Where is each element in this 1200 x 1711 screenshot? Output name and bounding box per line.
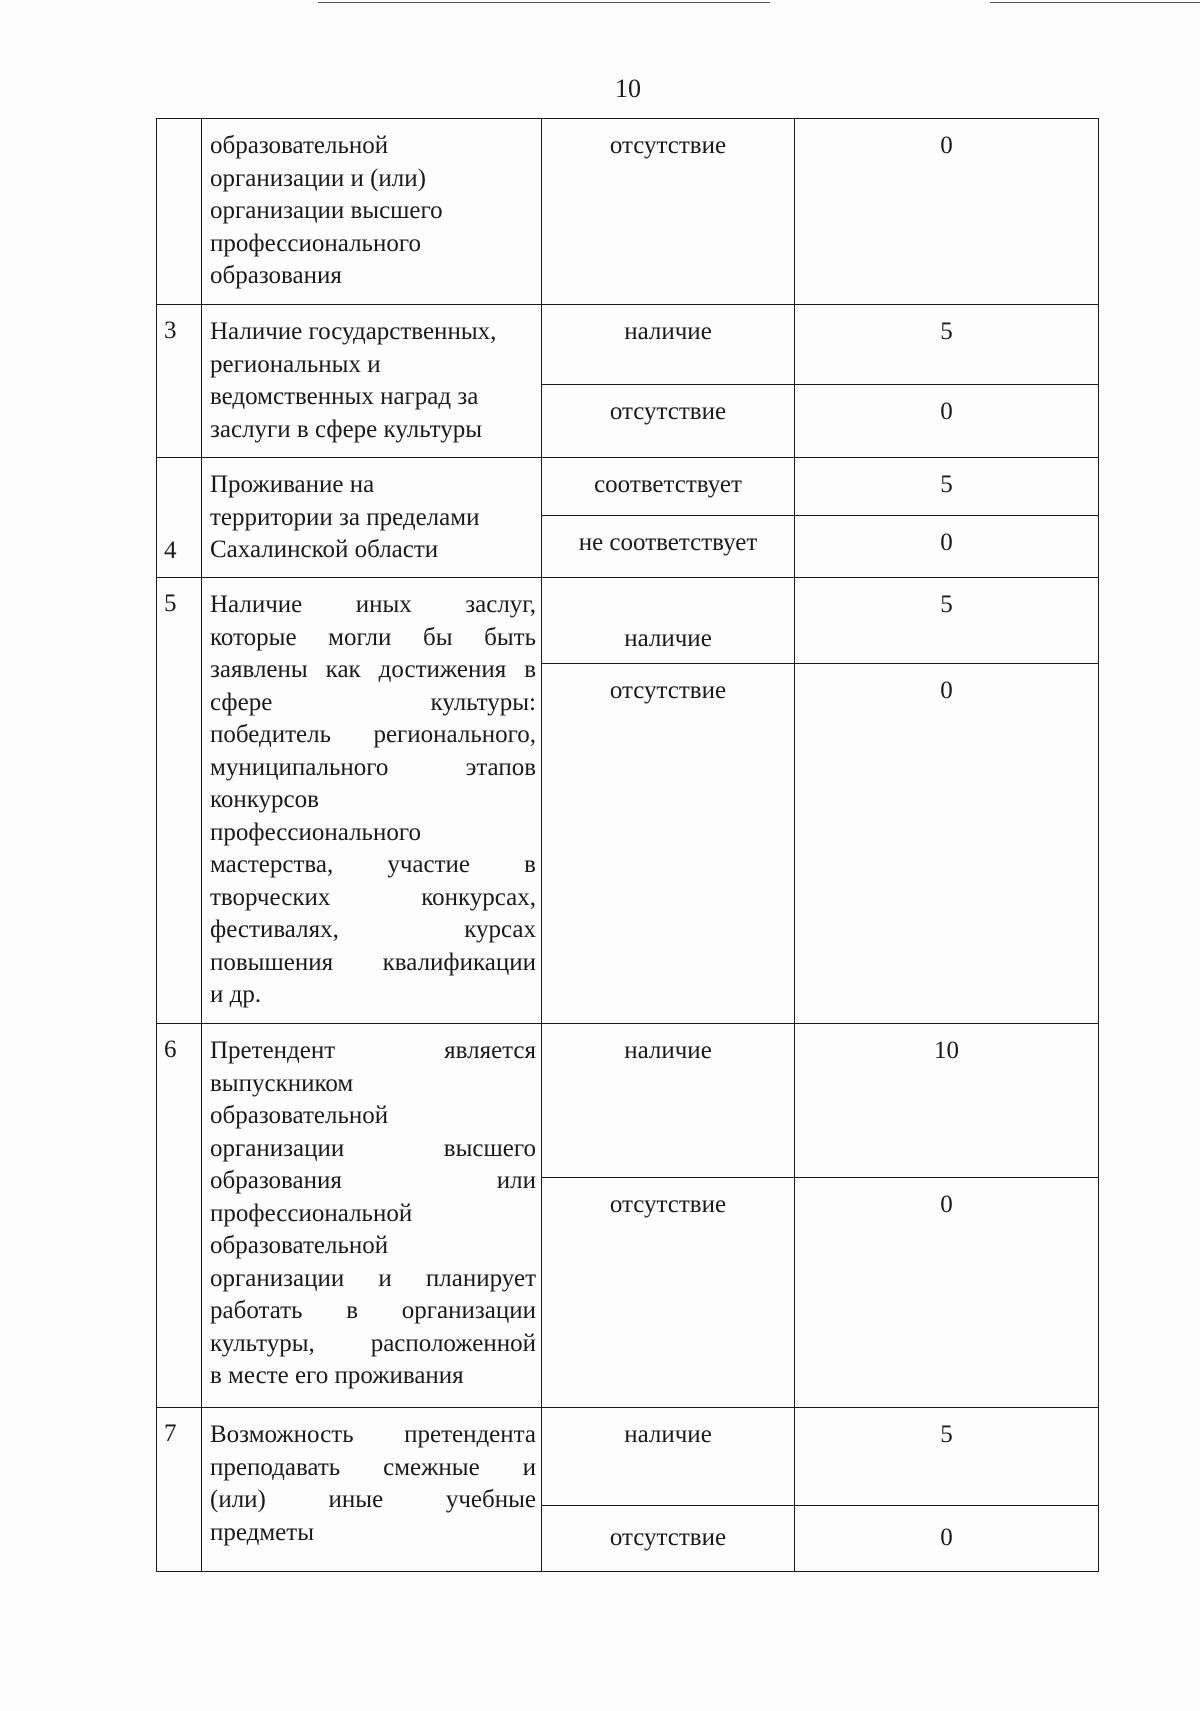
criterion-line: муниципального этапов — [210, 753, 536, 781]
option-value-cell: отсутствие — [542, 664, 795, 1024]
criterion-line: организации и планирует — [210, 1264, 536, 1292]
option-score-cell: 0 — [795, 516, 1099, 578]
criterion-line: творческих конкурсах, — [210, 883, 536, 911]
criterion-line: преподавать смежные и — [210, 1453, 536, 1481]
criterion-cell — [202, 1408, 542, 1572]
table-row — [157, 305, 1099, 385]
table-row — [157, 1024, 1099, 1178]
criterion-line: (или) иные учебные — [210, 1486, 536, 1513]
criterion-line: образования или — [210, 1167, 536, 1194]
criterion-line: Претендент является — [210, 1037, 536, 1064]
option-score-cell: 0 — [795, 119, 1099, 305]
criterion-line: победитель регионального, — [210, 721, 536, 748]
criterion-line: которые могли бы быть — [210, 623, 536, 651]
criterion-line: работать в организации — [210, 1297, 536, 1324]
criterion-cell — [202, 458, 542, 578]
option-score-cell: 5 — [795, 1408, 1099, 1506]
criterion-cell — [202, 305, 542, 458]
criterion-line: организации и (или) — [210, 164, 426, 192]
criterion-cell — [202, 119, 542, 305]
option-score-cell: 0 — [795, 1506, 1099, 1572]
criterion-line: в месте его проживания — [210, 1362, 464, 1389]
criterion-line: заслуги в сфере культуры — [210, 415, 483, 443]
top-scan-edge-line — [990, 2, 1200, 3]
criterion-line: Проживание на — [210, 471, 375, 498]
criterion-line: образования — [210, 262, 342, 289]
row-number-cell: 4 — [157, 458, 202, 578]
criterion-cell — [202, 1024, 542, 1408]
option-value-cell: отсутствие — [542, 1506, 795, 1572]
criterion-line: культуры, расположенной — [210, 1329, 536, 1357]
option-score-cell: 5 — [795, 578, 1099, 664]
criterion-line: фестивалях, курсах — [210, 916, 536, 943]
table-row — [157, 458, 1099, 516]
option-score-cell: 10 — [795, 1024, 1099, 1178]
criterion-line: заявлены как достижения в — [210, 656, 536, 683]
row-number-cell: 3 — [157, 305, 202, 458]
option-value-cell: наличие — [542, 1408, 795, 1506]
criterion-line: Наличие иных заслуг, — [210, 591, 536, 618]
criterion-line: Сахалинской области — [210, 536, 439, 563]
option-value-cell: наличие — [542, 578, 795, 664]
option-value-cell: не соответствует — [542, 516, 795, 578]
option-value-cell: отсутствие — [542, 385, 795, 458]
row-number-cell: 6 — [157, 1024, 202, 1408]
criterion-line: образовательной — [210, 1102, 389, 1129]
option-value-cell: соответствует — [542, 458, 795, 516]
option-score-cell: 0 — [795, 664, 1099, 1024]
criterion-line: выпускником — [210, 1069, 354, 1097]
criterion-line: профессионального — [210, 818, 421, 846]
option-score-cell: 5 — [795, 305, 1099, 385]
option-value-cell: наличие — [542, 305, 795, 385]
criterion-line: повышения квалификации — [210, 948, 536, 976]
criterion-cell — [202, 578, 542, 1024]
option-value-cell: наличие — [542, 1024, 795, 1178]
criterion-line: профессиональной — [210, 1199, 413, 1227]
option-value-cell: отсутствие — [542, 1178, 795, 1408]
top-scan-edge-line — [318, 2, 770, 3]
option-value-cell: отсутствие — [542, 119, 795, 305]
row-number-cell — [157, 119, 202, 305]
criteria-table — [156, 118, 1099, 1572]
criterion-line: образовательной — [210, 1232, 389, 1259]
criterion-line: образовательной — [210, 132, 389, 159]
option-score-cell: 0 — [795, 385, 1099, 458]
criterion-line: профессионального — [210, 229, 421, 257]
table-row — [157, 578, 1099, 664]
criterion-line: конкурсов — [210, 786, 319, 813]
table-row — [157, 1408, 1099, 1506]
criterion-line: организации высшего — [210, 1134, 536, 1162]
row-number-cell: 7 — [157, 1408, 202, 1572]
criterion-line: Наличие государственных, — [210, 318, 497, 345]
criterion-line: Возможность претендента — [210, 1421, 536, 1448]
criterion-line: территории за пределами — [210, 503, 480, 531]
criterion-line: организации высшего — [210, 197, 443, 224]
criterion-line: мастерства, участие в — [210, 851, 536, 878]
row-number-cell: 5 — [157, 578, 202, 1024]
option-score-cell: 0 — [795, 1178, 1099, 1408]
criterion-line: ведомственных наград за — [210, 383, 479, 410]
table-row — [157, 119, 1099, 305]
page-number: 10 — [615, 74, 641, 103]
criterion-line: региональных и — [210, 350, 381, 378]
criterion-line: сфере культуры: — [210, 688, 536, 716]
criterion-line: предметы — [210, 1518, 315, 1546]
criterion-line: и др. — [210, 981, 262, 1008]
option-score-cell: 5 — [795, 458, 1099, 516]
